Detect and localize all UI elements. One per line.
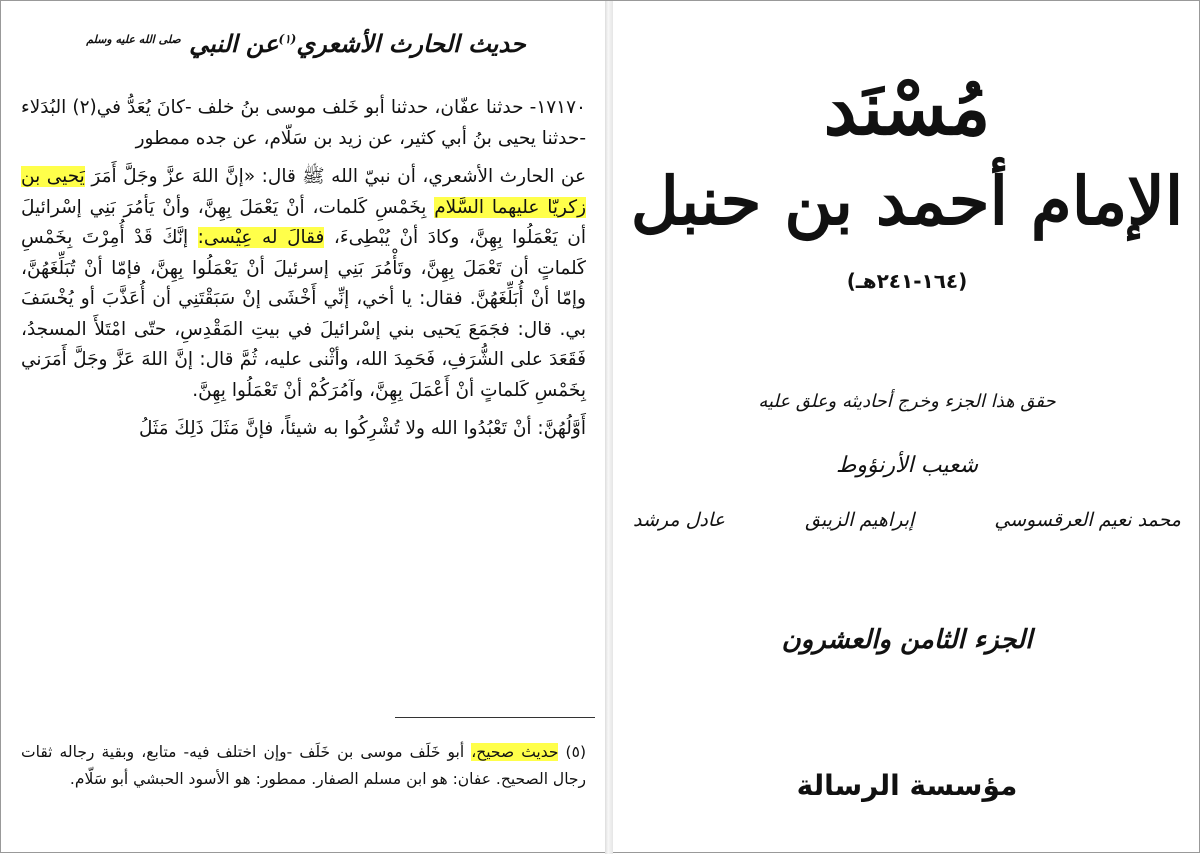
editors-row xyxy=(633,509,1181,531)
highlight-isa: فقالَ له عِيْسى: xyxy=(197,227,325,248)
running-head xyxy=(61,29,551,58)
right-page xyxy=(613,1,1200,854)
salutation-mark: صلى الله عليه وسلم xyxy=(86,33,181,46)
hadith-isnad: ١٧١٧٠- حدثنا عفّان، حدثنا أبو خَلف موسى بنُ خلف -كانَ يُعَدُّ في(٢) البُدَلاء -حدثنا يحيى بنُ أبي كثير، عن زيد بن سَلّام، عن جده ممطور xyxy=(21,97,586,149)
title-musnad: مُسْنَد xyxy=(823,66,991,152)
title-imam-ahmad: الإمام أحمد بن حنبل xyxy=(630,162,1184,240)
footnote-text: أبو خَلَف موسى بن خَلَف -وإن اختلف فيه- متابع، وبقية رجاله ثقات رجال الصحيح. عفان: هو ابن مسلم الصفار. ممطور: هو الأسود الحبشي أبو سَلّام. xyxy=(21,743,586,788)
highlight-sahih: حديث صحيح، xyxy=(471,743,559,761)
editor-main: شعيب الأرنؤوط xyxy=(835,453,979,478)
hadith-body xyxy=(21,93,586,457)
book-gutter xyxy=(605,1,613,854)
hadith-paragraph-3: أَوَّلُهُنَّ: أنْ تَعْبُدُوا الله ولا تُشْرِكُوا به شيئاً، فإنَّ مَثَلَ ذَلِكَ مَثَلُ xyxy=(139,418,586,439)
p1-after: بِخَمْسِ كَلمات، أنْ يَعْمَلَ بِهِنَّ، وأنْ يَأمُرَ بَنِي إسْرائيلَ أن يَعْمَلُوا بِهِنَّ، وكادَ أنْ يُبْطِىءَ، xyxy=(21,196,586,248)
edited-by-line: حقق هذا الجزء وخرج أحاديثه وعلق عليه xyxy=(758,391,1056,412)
volume-title: الجزء الثامن والعشرون xyxy=(781,625,1033,655)
left-page xyxy=(1,1,601,854)
editor-3: عادل مرشد xyxy=(633,509,725,531)
running-head-text-after: عن النبي xyxy=(189,29,279,58)
title-dates: (١٦٤-٢٤١هـ) xyxy=(846,269,968,293)
highlight-yahya: يَحيى بن زكريّا عليهما السَّلام xyxy=(21,166,586,218)
publisher: مؤسسة الرسالة xyxy=(796,769,1018,802)
footnote-number: (٥) xyxy=(565,743,586,761)
editor-1: محمد نعيم العرقسوسي xyxy=(994,509,1181,531)
footnote-rule xyxy=(395,717,595,718)
editor-2: إبراهيم الزيبق xyxy=(805,509,915,531)
footnote xyxy=(21,739,586,793)
p1-before: عن الحارث الأشعري، أن نبيّ الله ﷺ قال: «إنَّ اللهَ عزَّ وجَلَّ أَمَرَ xyxy=(91,166,586,187)
p2-after: إنَّكَ قَدْ أُمِرْتَ بِخَمْسِ كَلماتٍ أن تَعْمَلَ بِهِنَّ، وتَأْمُرَ بَنِي إسرئيلَ أنْ يَعْمَلُوا بِهِنَّ، فإمّا أنْ تُبَلِّغَهُنَّ، وإمّا أنْ أُبَلِّغَهُنَّ. فقال: يا أخي، إنِّي أَخْشَى إنْ سَبَقْتَنِي أن أُعَذَّبَ أو يُخْسَفَ بي. قال: فجَمَعَ يَحيى بني إسْرائيلَ في بيتِ المَقْدِسِ، حتّى امْتَلأَ المسجدُ، فَقَعَدَ على الشُّرَفِ، فَحَمِدَ الله، وأثْنى عليه، ثُمَّ قال: إنَّ اللهَ عَزَّ وجَلَّ أَمَرَني بِخَمْسِ كَلماتٍ أنْ أَعْمَلَ بِهِنَّ، وآمُرَكُمْ أنْ تَعْمَلُوا بِهِنَّ. xyxy=(21,227,586,401)
running-head-note-mark: (١) xyxy=(278,32,297,46)
hadith-paragraph-1 xyxy=(21,162,586,406)
running-head-text: حديث الحارث الأشعري xyxy=(296,29,526,58)
